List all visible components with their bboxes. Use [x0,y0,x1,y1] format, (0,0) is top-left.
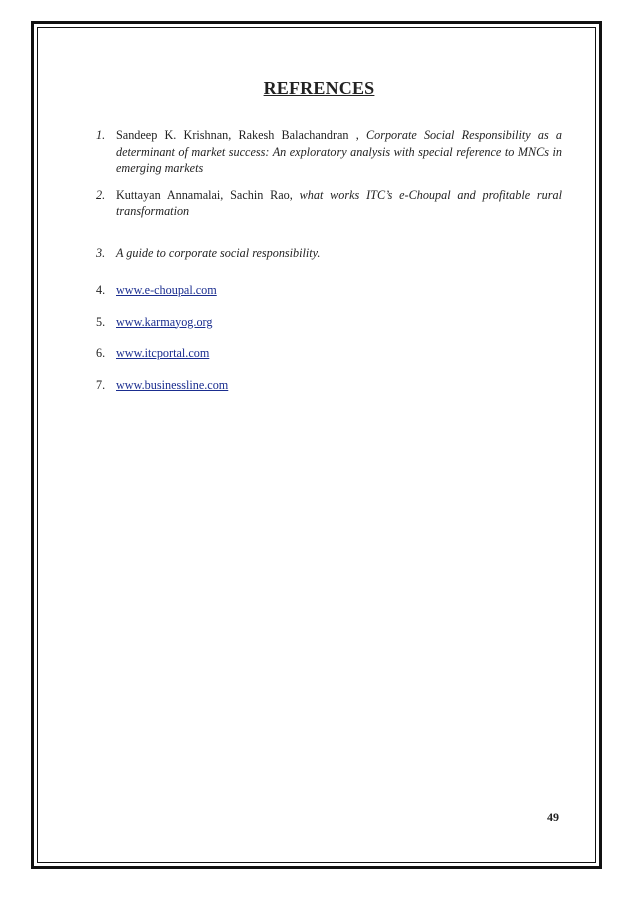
reference-number: 3. [96,245,106,260]
reference-number: 1. [96,128,106,142]
reference-work-title: Corporate Social Responsibility as a determinant of market success: An exploratory analysis with special reference to MNCs in emerging markets [116,128,563,175]
reference-item-4 [96,282,562,299]
reference-item-1 [96,127,562,177]
reference-work-title: A guide to corporate social responsibility. [116,245,321,260]
reference-authors: Sandeep K. Krishnan, Rakesh Balachandran , [116,128,359,142]
reference-item-5 [96,314,562,331]
reference-authors: Kuttayan Annamalai, Sachin Rao, [116,187,293,202]
reference-number: 6. [96,346,106,360]
reference-link[interactable]: www.karmayog.org [116,314,213,329]
reference-work-title: what works ITC’s e-Choupal and profitable rural transformation [116,187,562,218]
reference-link[interactable]: www.e-choupal.com [116,283,217,297]
reference-link[interactable]: www.itcportal.com [116,346,210,360]
reference-number: 5. [96,314,106,329]
reference-list [96,127,562,393]
reference-number: 4. [96,283,106,297]
page-title: REFRENCES [263,78,375,98]
reference-item-6 [96,345,562,362]
reference-item-7 [96,377,562,394]
page-number: 49 [547,810,559,824]
reference-item-2 [96,187,562,220]
reference-link[interactable]: www.businessline.com [116,377,229,392]
reference-number: 7. [96,377,106,392]
reference-item-3 [96,245,562,262]
reference-number: 2. [96,187,106,202]
